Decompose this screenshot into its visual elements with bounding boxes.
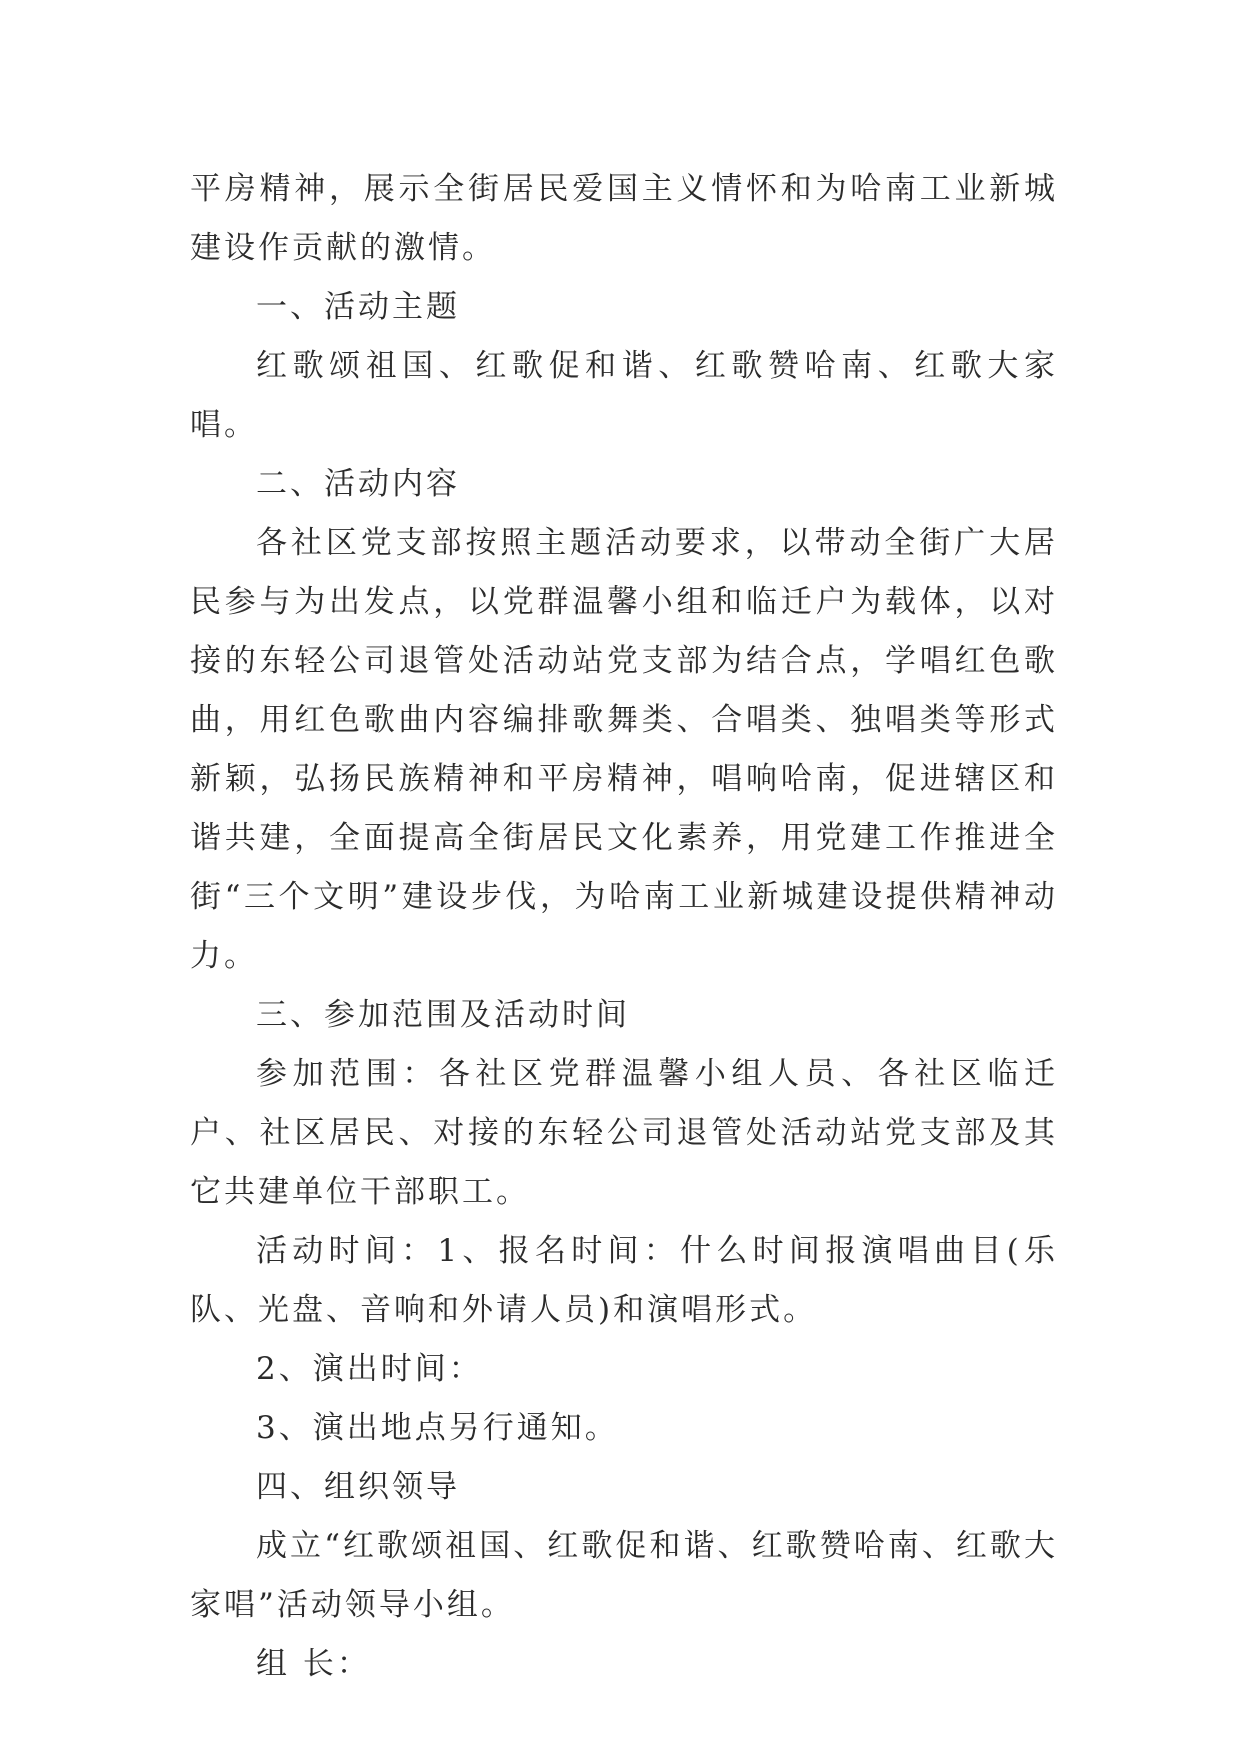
paragraph-activity-theme: 红歌颂祖国、红歌促和谐、红歌赞哈南、红歌大家唱。	[190, 348, 1058, 443]
paragraph-1: 平房精神，展示全街居民爱国主义情怀和为哈南工业新城建设作贡献的激情。	[190, 171, 1058, 266]
heading-organization: 四、组织领导	[256, 1469, 460, 1505]
paragraph-scope: 参加范围：各社区党群温馨小组人员、各社区临迁户、社区居民、对接的东轻公司退管处活动站党支部及其它共建单位干部职工。	[190, 1056, 1058, 1210]
paragraph-team-leader: 组 长：	[256, 1646, 371, 1682]
document-body	[190, 160, 1058, 1694]
paragraph-organization: 成立“红歌颂祖国、红歌促和谐、红歌赞哈南、红歌大家唱”活动领导小组。	[190, 1528, 1058, 1623]
heading-scope-and-time: 三、参加范围及活动时间	[256, 997, 630, 1033]
paragraph-performance-location: 3、演出地点另行通知。	[256, 1410, 619, 1446]
paragraph-performance-time: 2、演出时间：	[256, 1351, 483, 1387]
paragraph-time: 活动时间：1、报名时间：什么时间报演唱曲目(乐队、光盘、音响和外请人员)和演唱形式。	[190, 1233, 1058, 1328]
heading-activity-theme: 一、活动主题	[256, 289, 460, 325]
heading-activity-content: 二、活动内容	[256, 466, 460, 502]
paragraph-activity-content: 各社区党支部按照主题活动要求，以带动全街广大居民参与为出发点，以党群温馨小组和临迁户为载体，以对接的东轻公司退管处活动站党支部为结合点，学唱红色歌曲，用红色歌曲内容编排歌舞类、合唱类、独唱类等形式新颖，弘扬民族精神和平房精神，唱响哈南，促进辖区和谐共建，全面提高全街居民文化素养，用党建工作推进全街“三个文明”建设步伐，为哈南工业新城建设提供精神动力。	[190, 525, 1058, 974]
